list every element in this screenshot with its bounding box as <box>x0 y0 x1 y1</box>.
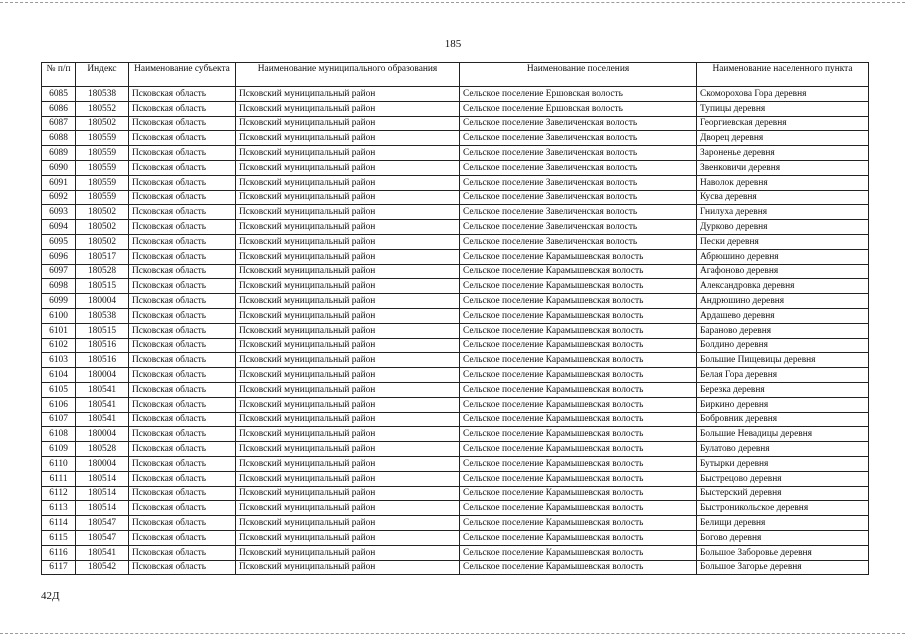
cell-num: 6088 <box>42 131 76 146</box>
cell-locality: Быстерский деревня <box>697 486 869 501</box>
cell-municipality: Псковский муниципальный район <box>236 101 460 116</box>
table-row <box>42 279 869 294</box>
cell-municipality: Псковский муниципальный район <box>236 412 460 427</box>
cell-locality: Биркино деревня <box>697 397 869 412</box>
cell-index: 180502 <box>76 220 129 235</box>
cell-locality: Большие Невадицы деревня <box>697 427 869 442</box>
cell-num: 6115 <box>42 530 76 545</box>
cell-index: 180538 <box>76 87 129 102</box>
cell-subject: Псковская область <box>129 190 236 205</box>
header-index: Индекс <box>76 63 129 87</box>
cell-municipality: Псковский муниципальный район <box>236 486 460 501</box>
table-row <box>42 175 869 190</box>
cell-municipality: Псковский муниципальный район <box>236 353 460 368</box>
cell-index: 180514 <box>76 501 129 516</box>
cell-municipality: Псковский муниципальный район <box>236 205 460 220</box>
table-row <box>42 160 869 175</box>
cell-locality: Наволок деревня <box>697 175 869 190</box>
cell-settlement: Сельское поселение Карамышевская волость <box>460 264 697 279</box>
cell-num: 6092 <box>42 190 76 205</box>
cell-locality: Белая Гора деревня <box>697 368 869 383</box>
cell-index: 180514 <box>76 486 129 501</box>
settlements-table <box>41 62 869 575</box>
cell-municipality: Псковский муниципальный район <box>236 294 460 309</box>
cell-index: 180528 <box>76 264 129 279</box>
table-row <box>42 87 869 102</box>
cell-index: 180502 <box>76 116 129 131</box>
table-row <box>42 264 869 279</box>
header-municipality: Наименование муниципального образования <box>236 63 460 87</box>
cell-num: 6086 <box>42 101 76 116</box>
cell-index: 180538 <box>76 308 129 323</box>
cell-num: 6095 <box>42 234 76 249</box>
cell-municipality: Псковский муниципальный район <box>236 427 460 442</box>
cell-subject: Псковская область <box>129 205 236 220</box>
table-row <box>42 486 869 501</box>
cell-settlement: Сельское поселение Завеличенская волость <box>460 160 697 175</box>
cell-settlement: Сельское поселение Карамышевская волость <box>460 530 697 545</box>
cell-subject: Псковская область <box>129 456 236 471</box>
cell-municipality: Псковский муниципальный район <box>236 279 460 294</box>
table-row <box>42 234 869 249</box>
cell-settlement: Сельское поселение Карамышевская волость <box>460 368 697 383</box>
cell-locality: Пески деревня <box>697 234 869 249</box>
table-row <box>42 516 869 531</box>
cell-num: 6109 <box>42 442 76 457</box>
cell-locality: Агафоново деревня <box>697 264 869 279</box>
cell-locality: Белищи деревня <box>697 516 869 531</box>
cell-municipality: Псковский муниципальный район <box>236 116 460 131</box>
cell-subject: Псковская область <box>129 382 236 397</box>
cell-locality: Ардашево деревня <box>697 308 869 323</box>
cell-num: 6116 <box>42 545 76 560</box>
cell-index: 180517 <box>76 249 129 264</box>
cell-index: 180542 <box>76 560 129 575</box>
cell-municipality: Псковский муниципальный район <box>236 471 460 486</box>
cell-subject: Псковская область <box>129 560 236 575</box>
cell-subject: Псковская область <box>129 131 236 146</box>
cell-locality: Звенковичи деревня <box>697 160 869 175</box>
cell-index: 180004 <box>76 368 129 383</box>
cell-num: 6107 <box>42 412 76 427</box>
table-header <box>42 63 869 87</box>
cell-municipality: Псковский муниципальный район <box>236 264 460 279</box>
cell-settlement: Сельское поселение Карамышевская волость <box>460 294 697 309</box>
cell-subject: Псковская область <box>129 249 236 264</box>
cell-num: 6113 <box>42 501 76 516</box>
cell-subject: Псковская область <box>129 294 236 309</box>
cell-num: 6085 <box>42 87 76 102</box>
cell-locality: Кусва деревня <box>697 190 869 205</box>
cell-subject: Псковская область <box>129 279 236 294</box>
footer-code: 42Д <box>41 590 60 602</box>
cell-index: 180541 <box>76 412 129 427</box>
cell-subject: Псковская область <box>129 368 236 383</box>
cell-num: 6117 <box>42 560 76 575</box>
cell-num: 6096 <box>42 249 76 264</box>
cell-settlement: Сельское поселение Карамышевская волость <box>460 353 697 368</box>
cell-municipality: Псковский муниципальный район <box>236 249 460 264</box>
table-row <box>42 249 869 264</box>
table-row <box>42 382 869 397</box>
cell-index: 180559 <box>76 175 129 190</box>
cell-subject: Псковская область <box>129 516 236 531</box>
cell-subject: Псковская область <box>129 146 236 161</box>
cell-settlement: Сельское поселение Карамышевская волость <box>460 338 697 353</box>
cell-index: 180528 <box>76 442 129 457</box>
cell-municipality: Псковский муниципальный район <box>236 160 460 175</box>
page-number: 185 <box>444 38 462 50</box>
cell-municipality: Псковский муниципальный район <box>236 220 460 235</box>
cell-num: 6099 <box>42 294 76 309</box>
cell-locality: Бобровник деревня <box>697 412 869 427</box>
cell-index: 180502 <box>76 234 129 249</box>
cell-municipality: Псковский муниципальный район <box>236 442 460 457</box>
cell-locality: Березка деревня <box>697 382 869 397</box>
cell-municipality: Псковский муниципальный район <box>236 131 460 146</box>
cell-index: 180547 <box>76 530 129 545</box>
table-row <box>42 456 869 471</box>
cell-index: 180004 <box>76 456 129 471</box>
cell-settlement: Сельское поселение Карамышевская волость <box>460 471 697 486</box>
cell-index: 180502 <box>76 205 129 220</box>
cell-num: 6102 <box>42 338 76 353</box>
table-row <box>42 116 869 131</box>
cell-settlement: Сельское поселение Ершовская волость <box>460 101 697 116</box>
cell-subject: Псковская область <box>129 175 236 190</box>
cell-index: 180514 <box>76 471 129 486</box>
cell-locality: Болдино деревня <box>697 338 869 353</box>
table-row <box>42 471 869 486</box>
scan-bottom-edge <box>0 633 905 634</box>
cell-subject: Псковская область <box>129 338 236 353</box>
table-row <box>42 530 869 545</box>
table-row <box>42 545 869 560</box>
cell-subject: Псковская область <box>129 545 236 560</box>
cell-settlement: Сельское поселение Завеличенская волость <box>460 205 697 220</box>
table-row <box>42 323 869 338</box>
cell-municipality: Псковский муниципальный район <box>236 175 460 190</box>
cell-settlement: Сельское поселение Карамышевская волость <box>460 249 697 264</box>
cell-locality: Александровка деревня <box>697 279 869 294</box>
cell-settlement: Сельское поселение Карамышевская волость <box>460 279 697 294</box>
cell-municipality: Псковский муниципальный район <box>236 545 460 560</box>
cell-index: 180004 <box>76 294 129 309</box>
cell-settlement: Сельское поселение Карамышевская волость <box>460 442 697 457</box>
cell-settlement: Сельское поселение Карамышевская волость <box>460 308 697 323</box>
cell-index: 180559 <box>76 146 129 161</box>
table-row <box>42 294 869 309</box>
cell-municipality: Псковский муниципальный район <box>236 87 460 102</box>
table-row <box>42 146 869 161</box>
cell-municipality: Псковский муниципальный район <box>236 530 460 545</box>
header-row <box>42 63 869 87</box>
cell-locality: Быстрецово деревня <box>697 471 869 486</box>
cell-municipality: Псковский муниципальный район <box>236 338 460 353</box>
cell-index: 180541 <box>76 545 129 560</box>
cell-locality: Скоморохова Гора деревня <box>697 87 869 102</box>
table-row <box>42 101 869 116</box>
cell-settlement: Сельское поселение Завеличенская волость <box>460 175 697 190</box>
table-row <box>42 412 869 427</box>
cell-index: 180547 <box>76 516 129 531</box>
header-locality: Наименование населенного пункта <box>697 63 869 87</box>
cell-locality: Большие Пищевицы деревня <box>697 353 869 368</box>
cell-num: 6098 <box>42 279 76 294</box>
table-row <box>42 338 869 353</box>
cell-settlement: Сельское поселение Карамышевская волость <box>460 323 697 338</box>
table-row <box>42 131 869 146</box>
table-row <box>42 220 869 235</box>
table-row <box>42 560 869 575</box>
cell-subject: Псковская область <box>129 530 236 545</box>
cell-num: 6104 <box>42 368 76 383</box>
cell-locality: Бутырки деревня <box>697 456 869 471</box>
cell-num: 6111 <box>42 471 76 486</box>
cell-index: 180541 <box>76 397 129 412</box>
table-row <box>42 308 869 323</box>
cell-settlement: Сельское поселение Завеличенская волость <box>460 234 697 249</box>
cell-subject: Псковская область <box>129 160 236 175</box>
cell-num: 6094 <box>42 220 76 235</box>
cell-municipality: Псковский муниципальный район <box>236 190 460 205</box>
cell-subject: Псковская область <box>129 501 236 516</box>
cell-settlement: Сельское поселение Карамышевская волость <box>460 501 697 516</box>
cell-subject: Псковская область <box>129 116 236 131</box>
cell-locality: Андрюшино деревня <box>697 294 869 309</box>
cell-subject: Псковская область <box>129 427 236 442</box>
cell-settlement: Сельское поселение Карамышевская волость <box>460 412 697 427</box>
cell-num: 6112 <box>42 486 76 501</box>
cell-num: 6101 <box>42 323 76 338</box>
cell-index: 180516 <box>76 353 129 368</box>
cell-settlement: Сельское поселение Карамышевская волость <box>460 516 697 531</box>
table-body <box>42 87 869 575</box>
cell-settlement: Сельское поселение Карамышевская волость <box>460 397 697 412</box>
cell-index: 180004 <box>76 427 129 442</box>
cell-num: 6089 <box>42 146 76 161</box>
cell-num: 6106 <box>42 397 76 412</box>
cell-subject: Псковская область <box>129 264 236 279</box>
header-num: № п/п <box>42 63 76 87</box>
cell-settlement: Сельское поселение Завеличенская волость <box>460 131 697 146</box>
cell-num: 6105 <box>42 382 76 397</box>
cell-municipality: Псковский муниципальный район <box>236 560 460 575</box>
cell-settlement: Сельское поселение Карамышевская волость <box>460 427 697 442</box>
cell-num: 6090 <box>42 160 76 175</box>
cell-subject: Псковская область <box>129 471 236 486</box>
cell-municipality: Псковский муниципальный район <box>236 382 460 397</box>
cell-locality: Георгиевская деревня <box>697 116 869 131</box>
cell-municipality: Псковский муниципальный район <box>236 368 460 383</box>
cell-subject: Псковская область <box>129 353 236 368</box>
cell-index: 180552 <box>76 101 129 116</box>
cell-locality: Быстроникольское деревня <box>697 501 869 516</box>
cell-municipality: Псковский муниципальный район <box>236 456 460 471</box>
scan-top-edge <box>0 2 905 3</box>
cell-locality: Тупицы деревня <box>697 101 869 116</box>
cell-num: 6093 <box>42 205 76 220</box>
table-row <box>42 427 869 442</box>
cell-index: 180541 <box>76 382 129 397</box>
cell-locality: Булатово деревня <box>697 442 869 457</box>
cell-locality: Гнилуха деревня <box>697 205 869 220</box>
cell-municipality: Псковский муниципальный район <box>236 146 460 161</box>
table-row <box>42 397 869 412</box>
table-row <box>42 205 869 220</box>
cell-settlement: Сельское поселение Карамышевская волость <box>460 545 697 560</box>
cell-subject: Псковская область <box>129 486 236 501</box>
cell-index: 180515 <box>76 279 129 294</box>
cell-index: 180559 <box>76 131 129 146</box>
cell-locality: Дворец деревня <box>697 131 869 146</box>
header-settlement: Наименование поселения <box>460 63 697 87</box>
cell-locality: Бараново деревня <box>697 323 869 338</box>
cell-subject: Псковская область <box>129 442 236 457</box>
cell-num: 6091 <box>42 175 76 190</box>
cell-settlement: Сельское поселение Завеличенская волость <box>460 146 697 161</box>
cell-subject: Псковская область <box>129 234 236 249</box>
cell-settlement: Сельское поселение Ершовская волость <box>460 87 697 102</box>
cell-index: 180559 <box>76 190 129 205</box>
cell-subject: Псковская область <box>129 323 236 338</box>
cell-index: 180516 <box>76 338 129 353</box>
cell-municipality: Псковский муниципальный район <box>236 516 460 531</box>
cell-subject: Псковская область <box>129 412 236 427</box>
cell-num: 6097 <box>42 264 76 279</box>
cell-num: 6103 <box>42 353 76 368</box>
cell-municipality: Псковский муниципальный район <box>236 397 460 412</box>
cell-num: 6108 <box>42 427 76 442</box>
cell-num: 6087 <box>42 116 76 131</box>
cell-municipality: Псковский муниципальный район <box>236 234 460 249</box>
cell-locality: Абрюшино деревня <box>697 249 869 264</box>
cell-locality: Богово деревня <box>697 530 869 545</box>
cell-settlement: Сельское поселение Завеличенская волость <box>460 220 697 235</box>
cell-municipality: Псковский муниципальный район <box>236 501 460 516</box>
cell-municipality: Псковский муниципальный район <box>236 323 460 338</box>
table-row <box>42 190 869 205</box>
cell-num: 6114 <box>42 516 76 531</box>
cell-settlement: Сельское поселение Завеличенская волость <box>460 116 697 131</box>
table-row <box>42 368 869 383</box>
cell-locality: Большое Загорье деревня <box>697 560 869 575</box>
cell-subject: Псковская область <box>129 308 236 323</box>
cell-subject: Псковская область <box>129 101 236 116</box>
cell-settlement: Сельское поселение Карамышевская волость <box>460 560 697 575</box>
cell-index: 180559 <box>76 160 129 175</box>
cell-subject: Псковская область <box>129 220 236 235</box>
cell-subject: Псковская область <box>129 87 236 102</box>
cell-locality: Дурково деревня <box>697 220 869 235</box>
cell-num: 6110 <box>42 456 76 471</box>
table-row <box>42 501 869 516</box>
cell-municipality: Псковский муниципальный район <box>236 308 460 323</box>
cell-locality: Большое Заборовье деревня <box>697 545 869 560</box>
table-row <box>42 442 869 457</box>
cell-locality: Зароненье деревня <box>697 146 869 161</box>
table-row <box>42 353 869 368</box>
cell-settlement: Сельское поселение Карамышевская волость <box>460 382 697 397</box>
cell-settlement: Сельское поселение Завеличенская волость <box>460 190 697 205</box>
cell-settlement: Сельское поселение Карамышевская волость <box>460 456 697 471</box>
header-subject: Наименование субъекта <box>129 63 236 87</box>
cell-index: 180515 <box>76 323 129 338</box>
cell-settlement: Сельское поселение Карамышевская волость <box>460 486 697 501</box>
cell-subject: Псковская область <box>129 397 236 412</box>
cell-num: 6100 <box>42 308 76 323</box>
